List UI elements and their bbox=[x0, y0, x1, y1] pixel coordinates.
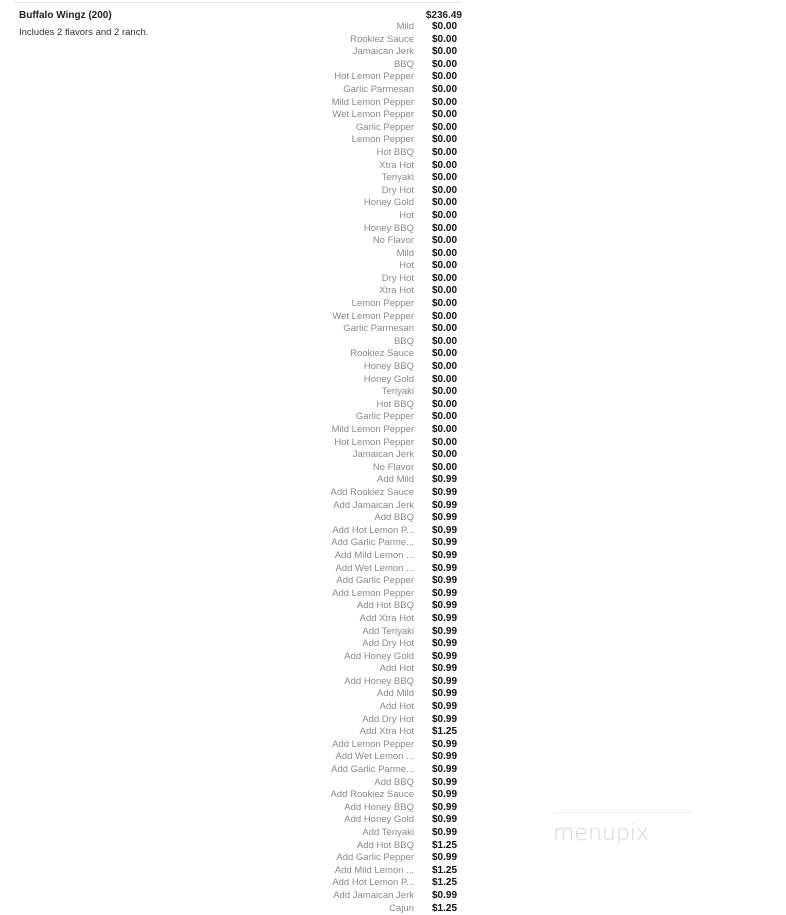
option-price: $0.99 bbox=[432, 889, 458, 901]
option-row bbox=[300, 298, 462, 311]
option-row bbox=[300, 537, 462, 550]
item-description: Includes 2 flavors and 2 ranch. bbox=[19, 27, 149, 38]
option-name: Add Wet Lemon ... bbox=[335, 751, 414, 763]
watermark-divider bbox=[553, 812, 693, 813]
option-price: $0.00 bbox=[432, 348, 458, 360]
option-row bbox=[300, 147, 462, 160]
option-row bbox=[300, 600, 462, 613]
option-name: Add Mild bbox=[377, 474, 414, 486]
option-price: $0.99 bbox=[432, 852, 458, 864]
option-row bbox=[300, 386, 462, 399]
option-name: Wet Lemon Pepper bbox=[332, 310, 414, 322]
option-row bbox=[300, 525, 462, 538]
option-price: $0.99 bbox=[432, 751, 458, 763]
option-name: Mild bbox=[396, 21, 414, 32]
option-row bbox=[300, 134, 462, 147]
option-price: $0.99 bbox=[432, 600, 458, 612]
option-row bbox=[300, 626, 462, 639]
option-name: Add Hot Lemon P... bbox=[332, 524, 414, 536]
option-name: Add Mild bbox=[377, 688, 414, 700]
option-price: $0.99 bbox=[432, 499, 458, 511]
option-price: $0.99 bbox=[432, 486, 458, 498]
option-row bbox=[300, 777, 462, 790]
option-price: $0.00 bbox=[432, 398, 458, 410]
option-price: $0.99 bbox=[432, 625, 458, 637]
option-price: $0.00 bbox=[432, 424, 458, 435]
option-row bbox=[300, 739, 462, 752]
option-row bbox=[300, 197, 462, 210]
option-price: $0.00 bbox=[432, 71, 458, 83]
option-row bbox=[300, 399, 462, 412]
option-price: $0.00 bbox=[432, 449, 458, 461]
option-name: Add BBQ bbox=[374, 512, 414, 524]
option-row bbox=[300, 235, 462, 248]
option-name: Garlic Parmesan bbox=[343, 83, 414, 95]
option-name: Add Jamaican Jerk bbox=[333, 889, 414, 901]
option-price: $0.99 bbox=[432, 512, 458, 524]
option-name: Add Honey BBQ bbox=[344, 675, 414, 687]
option-price: $0.99 bbox=[432, 562, 458, 574]
item-name: Buffalo Wingz (200) bbox=[19, 10, 112, 21]
option-price: $0.99 bbox=[432, 827, 458, 838]
option-row bbox=[300, 21, 462, 34]
option-price: $0.00 bbox=[432, 298, 458, 310]
option-price: $0.00 bbox=[432, 184, 458, 196]
option-name: Add Honey Gold bbox=[344, 814, 414, 826]
option-row bbox=[300, 285, 462, 298]
watermark-text: menupix bbox=[553, 821, 649, 846]
option-row bbox=[300, 877, 462, 890]
option-row bbox=[300, 890, 462, 903]
option-name: Mild bbox=[396, 247, 414, 259]
option-name: Add Honey Gold bbox=[344, 650, 414, 662]
option-row bbox=[300, 814, 462, 827]
option-price: $0.00 bbox=[432, 285, 458, 297]
option-row bbox=[300, 160, 462, 173]
option-price: $1.25 bbox=[432, 864, 458, 876]
option-row bbox=[300, 688, 462, 701]
option-row bbox=[300, 273, 462, 286]
option-row bbox=[300, 109, 462, 122]
option-row bbox=[300, 172, 462, 185]
option-price: $0.00 bbox=[432, 197, 458, 209]
option-price: $0.00 bbox=[432, 323, 458, 335]
option-row bbox=[300, 550, 462, 563]
option-price: $0.00 bbox=[432, 159, 458, 171]
option-price: $0.00 bbox=[432, 373, 458, 385]
option-name: Add Garlic Pepper bbox=[336, 575, 414, 587]
option-price: $0.00 bbox=[432, 272, 458, 284]
option-price: $1.25 bbox=[432, 902, 458, 914]
option-price: $0.99 bbox=[432, 776, 458, 788]
option-price: $0.99 bbox=[432, 801, 458, 813]
option-row bbox=[300, 311, 462, 324]
option-price: $0.00 bbox=[432, 21, 458, 32]
option-row bbox=[300, 374, 462, 387]
option-row bbox=[300, 512, 462, 525]
option-name: Garlic Pepper bbox=[355, 121, 414, 133]
option-price: $0.00 bbox=[432, 235, 458, 247]
option-name: Add Wet Lemon ... bbox=[335, 562, 414, 574]
option-row bbox=[300, 361, 462, 374]
option-row bbox=[300, 638, 462, 651]
option-name: Add Hot bbox=[379, 701, 414, 713]
option-row bbox=[300, 348, 462, 361]
option-row bbox=[300, 46, 462, 59]
option-name: Honey BBQ bbox=[363, 222, 414, 234]
option-price: $0.00 bbox=[432, 335, 458, 347]
menupix-logo-icon bbox=[553, 812, 693, 856]
option-name: Lemon Pepper bbox=[351, 134, 414, 146]
option-price: $0.00 bbox=[432, 46, 458, 58]
option-name: Add Garlic Pepper bbox=[336, 852, 414, 864]
option-name: Cajun bbox=[389, 902, 414, 914]
option-price: $0.99 bbox=[432, 524, 458, 536]
option-name: Jamaican Jerk bbox=[352, 46, 414, 58]
option-price: $0.00 bbox=[432, 33, 458, 45]
option-row bbox=[300, 852, 462, 865]
option-name: No Flavor bbox=[372, 235, 414, 247]
option-row bbox=[300, 588, 462, 601]
option-row bbox=[300, 323, 462, 336]
option-price: $1.25 bbox=[432, 839, 458, 851]
option-price: $0.99 bbox=[432, 638, 458, 650]
option-name: Garlic Pepper bbox=[355, 411, 414, 423]
option-name: Mild Lemon Pepper bbox=[331, 424, 414, 435]
option-row bbox=[300, 827, 462, 840]
option-name: Garlic Parmesan bbox=[343, 323, 414, 335]
option-price: $0.99 bbox=[432, 612, 458, 624]
option-name: Xtra Hot bbox=[379, 285, 414, 297]
option-price: $0.00 bbox=[432, 386, 458, 398]
option-row bbox=[300, 223, 462, 236]
option-price: $0.99 bbox=[432, 675, 458, 687]
option-row bbox=[300, 411, 462, 424]
option-name: Jamaican Jerk bbox=[352, 449, 414, 461]
option-name: Teriyaki bbox=[381, 386, 414, 398]
option-row bbox=[300, 185, 462, 198]
option-name: BBQ bbox=[393, 335, 414, 347]
option-row bbox=[300, 714, 462, 727]
option-row bbox=[300, 59, 462, 72]
option-name: Add Garlic Parme... bbox=[331, 537, 414, 549]
option-name: Wet Lemon Pepper bbox=[332, 109, 414, 121]
option-name: Teriyaki bbox=[381, 172, 414, 184]
option-price: $0.99 bbox=[432, 688, 458, 700]
option-row bbox=[300, 424, 462, 437]
option-name: Hot BBQ bbox=[376, 398, 414, 410]
option-price: $0.00 bbox=[432, 361, 458, 373]
option-price: $0.00 bbox=[432, 83, 458, 95]
option-name: Add Dry Hot bbox=[362, 638, 414, 650]
option-name: Mild Lemon Pepper bbox=[331, 96, 414, 108]
option-row bbox=[300, 840, 462, 853]
option-price: $1.25 bbox=[432, 877, 458, 889]
option-price: $0.00 bbox=[432, 260, 458, 272]
option-name: Add Mild Lemon ... bbox=[334, 549, 414, 561]
option-name: Add Jamaican Jerk bbox=[333, 499, 414, 511]
option-price: $0.99 bbox=[432, 764, 458, 776]
option-name: Honey BBQ bbox=[363, 361, 414, 373]
option-row bbox=[300, 903, 462, 915]
option-name: Add Rookiez Sauce bbox=[330, 789, 414, 801]
option-row bbox=[300, 336, 462, 349]
option-price: $0.99 bbox=[432, 738, 458, 750]
option-price: $0.00 bbox=[432, 134, 458, 146]
option-row bbox=[300, 97, 462, 110]
option-name: Add Xtra Hot bbox=[359, 612, 414, 624]
option-name: Add BBQ bbox=[374, 776, 414, 788]
option-price: $0.00 bbox=[432, 172, 458, 184]
option-row bbox=[300, 802, 462, 815]
option-row bbox=[300, 210, 462, 223]
option-price: $0.00 bbox=[432, 247, 458, 259]
option-row bbox=[300, 500, 462, 513]
option-row bbox=[300, 462, 462, 475]
option-row bbox=[300, 563, 462, 576]
option-price: $0.00 bbox=[432, 209, 458, 221]
option-row bbox=[300, 575, 462, 588]
option-price: $1.25 bbox=[432, 726, 458, 738]
option-row bbox=[300, 764, 462, 777]
option-name: Add Hot Lemon P... bbox=[332, 877, 414, 889]
option-price: $0.00 bbox=[432, 58, 458, 70]
option-row bbox=[300, 474, 462, 487]
option-row bbox=[300, 449, 462, 462]
option-name: Add Teriyaki bbox=[362, 625, 414, 637]
option-name: Xtra Hot bbox=[379, 159, 414, 171]
option-row bbox=[300, 676, 462, 689]
option-row bbox=[300, 701, 462, 714]
option-price: $0.00 bbox=[432, 436, 458, 448]
option-row bbox=[300, 865, 462, 878]
option-name: Add Hot BBQ bbox=[356, 839, 414, 851]
option-name: Add Teriyaki bbox=[362, 827, 414, 838]
option-name: No Flavor bbox=[372, 461, 414, 473]
option-name: Add Honey BBQ bbox=[344, 801, 414, 813]
item-price: $236.49 bbox=[425, 10, 462, 21]
option-price: $0.99 bbox=[432, 713, 458, 725]
option-row bbox=[300, 437, 462, 450]
option-price: $0.99 bbox=[432, 587, 458, 599]
option-row bbox=[300, 751, 462, 764]
option-name: Add Garlic Parme... bbox=[331, 764, 414, 776]
option-name: Hot Lemon Pepper bbox=[334, 71, 414, 83]
option-name: Add Xtra Hot bbox=[359, 726, 414, 738]
option-price: $0.99 bbox=[432, 537, 458, 549]
option-price: $0.00 bbox=[432, 461, 458, 473]
option-price: $0.00 bbox=[432, 222, 458, 234]
option-name: Honey Gold bbox=[363, 373, 414, 385]
option-name: Add Rookiez Sauce bbox=[330, 486, 414, 498]
option-price: $0.00 bbox=[432, 411, 458, 423]
option-price: $0.00 bbox=[432, 109, 458, 121]
option-name: Lemon Pepper bbox=[351, 298, 414, 310]
top-divider bbox=[14, 2, 462, 3]
option-name: Add Lemon Pepper bbox=[332, 738, 414, 750]
option-name: BBQ bbox=[393, 58, 414, 70]
option-name: Rookiez Sauce bbox=[350, 348, 414, 360]
option-row bbox=[300, 248, 462, 261]
option-name: Hot bbox=[399, 260, 414, 272]
option-name: Hot BBQ bbox=[376, 146, 414, 158]
option-name: Add Hot bbox=[379, 663, 414, 675]
option-price: $0.99 bbox=[432, 650, 458, 662]
option-name: Honey Gold bbox=[363, 197, 414, 209]
option-price: $0.99 bbox=[432, 789, 458, 801]
option-name: Hot Lemon Pepper bbox=[334, 436, 414, 448]
option-row bbox=[300, 613, 462, 626]
option-price: $0.99 bbox=[432, 663, 458, 675]
option-price: $0.99 bbox=[432, 549, 458, 561]
option-row bbox=[300, 122, 462, 135]
options-list bbox=[300, 21, 462, 915]
option-row bbox=[300, 260, 462, 273]
option-price: $0.99 bbox=[432, 575, 458, 587]
option-price: $0.99 bbox=[432, 701, 458, 713]
option-price: $0.99 bbox=[432, 474, 458, 486]
option-name: Dry Hot bbox=[381, 184, 414, 196]
option-price: $0.00 bbox=[432, 310, 458, 322]
option-name: Dry Hot bbox=[381, 272, 414, 284]
option-row bbox=[300, 34, 462, 47]
option-row bbox=[300, 789, 462, 802]
option-name: Add Lemon Pepper bbox=[332, 587, 414, 599]
option-row bbox=[300, 663, 462, 676]
option-row bbox=[300, 651, 462, 664]
option-name: Add Mild Lemon ... bbox=[334, 864, 414, 876]
option-name: Add Dry Hot bbox=[362, 713, 414, 725]
option-name: Hot bbox=[399, 209, 414, 221]
option-price: $0.99 bbox=[432, 814, 458, 826]
option-price: $0.00 bbox=[432, 146, 458, 158]
option-row bbox=[300, 487, 462, 500]
option-price: $0.00 bbox=[432, 96, 458, 108]
option-name: Add Hot BBQ bbox=[356, 600, 414, 612]
option-price: $0.00 bbox=[432, 121, 458, 133]
option-row bbox=[300, 726, 462, 739]
option-row bbox=[300, 84, 462, 97]
option-name: Rookiez Sauce bbox=[350, 33, 414, 45]
option-row bbox=[300, 71, 462, 84]
menupix-watermark bbox=[553, 812, 693, 856]
